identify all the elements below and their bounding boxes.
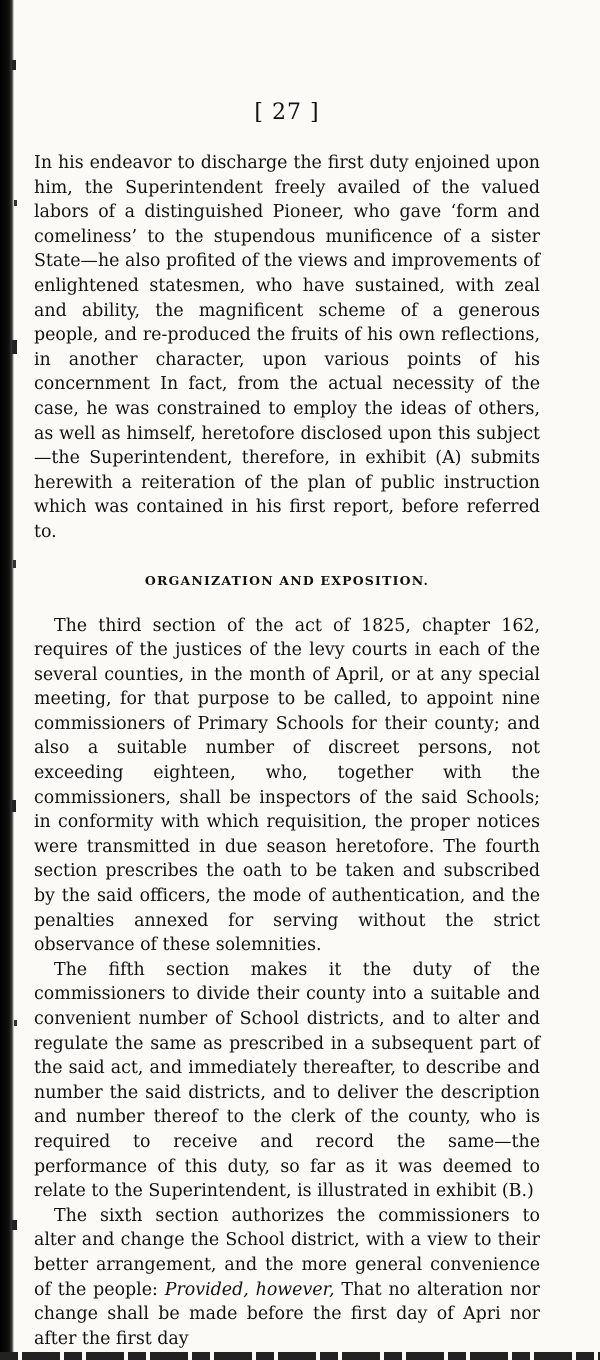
section-heading: ORGANIZATION AND EXPOSITION. xyxy=(144,572,430,588)
sixth-section-continuation: That no alteration nor change shall be made before the first day of Apri nor after the first day xyxy=(34,1279,540,1349)
binding-specks xyxy=(12,40,32,1340)
intro-paragraph: In his endeavor to discharge the first duty enjoined upon him, the Superintendent freely availed of the valued labors of a distinguished Pioneer, who gave ‘form and comeliness’ to the stupendous munificence of a sister State—he also profited of the views and improvements of enlightened statesmen, who have sustained, with zeal and ability, the magnificent scheme of a generous people, and re-produced the fruits of his own reflections, in another character, upon various points of his concernment In fact, from the actual necessity of the case, he was constrained to employ the ideas of others, as well as himself, heretofore disclosed upon this subject—the Superintendent, therefore, in exhibit (A) submits herewith a reiteration of the plan of public instruction which was contained in his first report, before referred to. xyxy=(34,153,540,542)
proviso-emphasis: Provided, however, xyxy=(164,1279,335,1300)
paragraph-sixth-section xyxy=(34,1204,540,1352)
paragraph-fifth-section: The fifth section makes it the duty of the commissioners to divide their county into a suitable and convenient number of School districts, and to alter and regulate the same as prescribed in a subsequent part of the said act, and immediately thereafter, to describe and number the said districts, and to deliver the description and number thereof to the clerk of the county, who is required to receive and record the same—the performance of this duty, so far as it was deemed to relate to the Superintendent, is illustrated in exhibit (B.) xyxy=(34,959,540,1202)
sixth-section-text: The sixth section authorizes the commissioners to alter and change the School district, with a view to their better arrangement, and the more general convenience of the people: xyxy=(34,1205,540,1300)
page-number: [ 27 ] xyxy=(254,100,320,125)
paragraph-third-section: The third section of the act of 1825, chapter 162, requires of the justices of the levy courts in each of the several counties, in the month of April, or at any special meeting, for that purpose to be called, to appoint nine commissioners of Primary Schools for their county; and also a suitable number of discreet persons, not exceeding eighteen, who, together with the commissioners, shall be inspectors of the said Schools; in conformity with which requisition, the proper notices were transmitted in due season heretofore. The fourth section prescribes the oath to be taken and subscribed by the said officers, the mode of authentication, and the penalties annexed for serving without the strict observance of these solemnities. xyxy=(34,615,540,956)
bottom-edge xyxy=(0,1352,600,1360)
page-body xyxy=(34,100,540,1351)
